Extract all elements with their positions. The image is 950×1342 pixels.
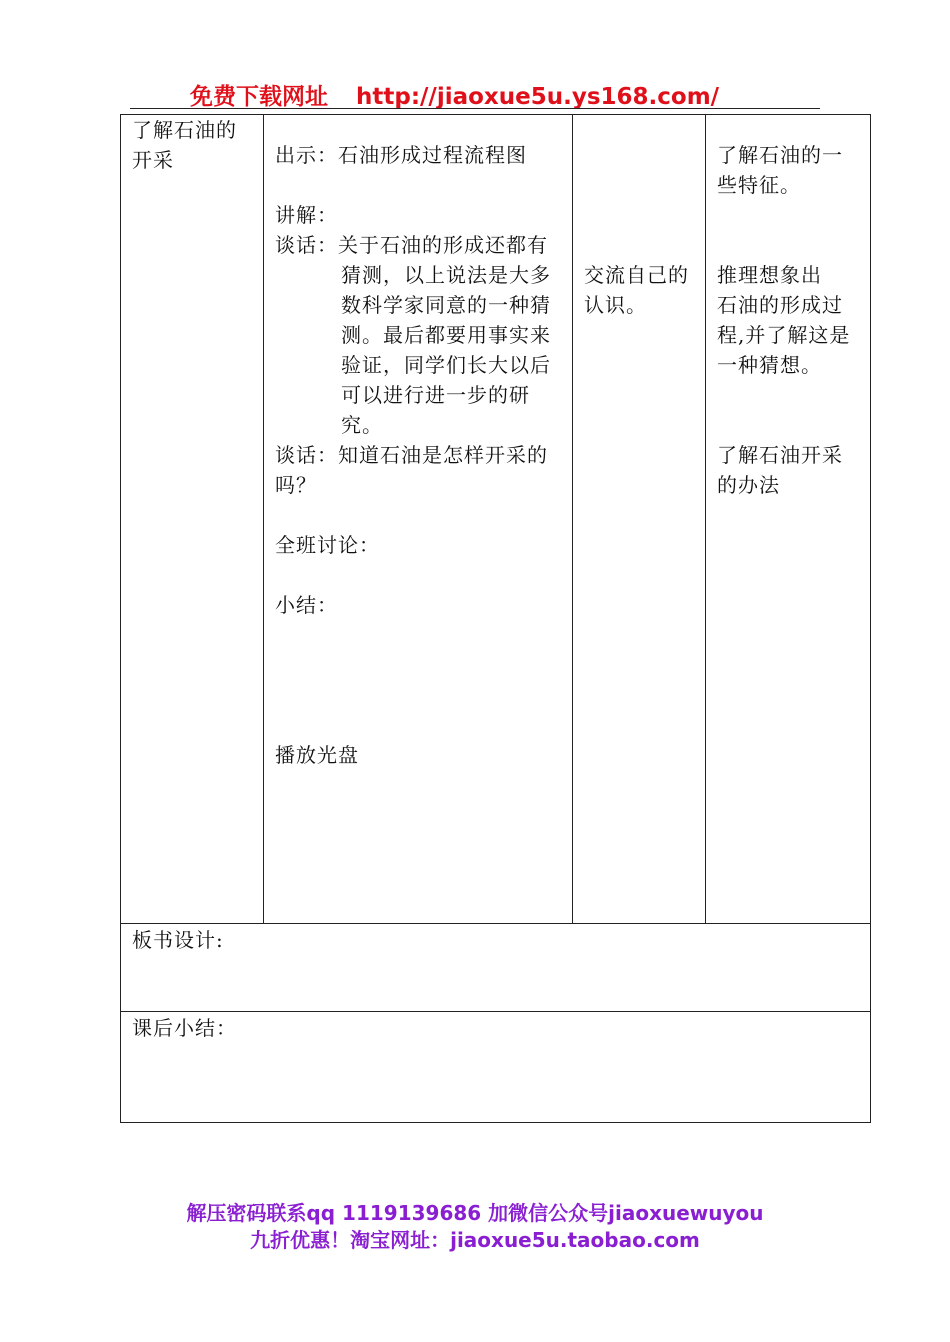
goal-3 — [717, 440, 843, 500]
goal-1 — [717, 140, 843, 200]
column-divider-3 — [705, 115, 706, 923]
goal-line: 推理想象出 — [717, 263, 822, 287]
topic-line: 开采 — [132, 148, 174, 172]
talk1-line: 究。 — [341, 413, 383, 437]
goal-2 — [717, 260, 850, 380]
talk1-line: 猜测，以上说法是大多 — [341, 263, 551, 287]
student-line: 交流自己的 — [584, 263, 689, 287]
row-divider-board — [121, 923, 870, 924]
header-divider — [130, 108, 820, 109]
board-design-label: 板书设计: — [132, 928, 224, 952]
talk1-line: 验证，同学们长大以后 — [341, 353, 551, 377]
header-url-link[interactable]: http://jiaoxue5u.ys168.com/ — [356, 84, 720, 110]
talk1-line: 谈话：关于石油的形成还都有 — [275, 233, 548, 257]
goal-line: 些特征。 — [717, 173, 801, 197]
talk1-line: 可以进行进一步的研 — [341, 383, 530, 407]
play-disc: 播放光盘 — [275, 743, 359, 767]
footer-contact-line: 解压密码联系qq 1119139686 加微信公众号jiaoxuewuyou — [186, 1201, 764, 1225]
goal-line: 一种猜想。 — [717, 353, 822, 377]
talk2-line: 吗？ — [275, 473, 317, 497]
student-activity-cell — [584, 260, 689, 320]
talk2-block — [275, 440, 548, 500]
column-divider-1 — [263, 115, 264, 923]
topic-cell — [132, 115, 237, 175]
class-discussion: 全班讨论： — [275, 533, 380, 557]
row-divider-after-class — [121, 1011, 870, 1012]
goal-line: 了解石油的一 — [717, 143, 843, 167]
column-divider-2 — [572, 115, 573, 923]
activity-summary: 小结： — [275, 593, 338, 617]
lesson-plan-table — [120, 114, 871, 1123]
student-line: 认识。 — [584, 293, 647, 317]
header-download-banner — [190, 78, 719, 111]
goal-line: 的办法 — [717, 473, 780, 497]
goal-line: 石油的形成过 — [717, 293, 843, 317]
topic-line: 了解石油的 — [132, 118, 237, 142]
activity-explain: 讲解： — [275, 203, 338, 227]
header-site-label: 免费下载网址 — [190, 84, 328, 110]
after-class-summary-label: 课后小结： — [132, 1016, 237, 1040]
footer-shop-line: 九折优惠！淘宝网址：jiaoxue5u.taobao.com — [250, 1228, 700, 1252]
goal-line: 程,并了解这是 — [717, 323, 851, 347]
talk1-line: 测。最后都要用事实来 — [341, 323, 551, 347]
goal-line: 了解石油开采 — [717, 443, 843, 467]
talk1-line: 数科学家同意的一种猜 — [341, 293, 551, 317]
activity-show: 出示：石油形成过程流程图 — [275, 143, 527, 167]
talk2-line: 谈话：知道石油是怎样开采的 — [275, 443, 548, 467]
talk1-block — [275, 230, 551, 440]
